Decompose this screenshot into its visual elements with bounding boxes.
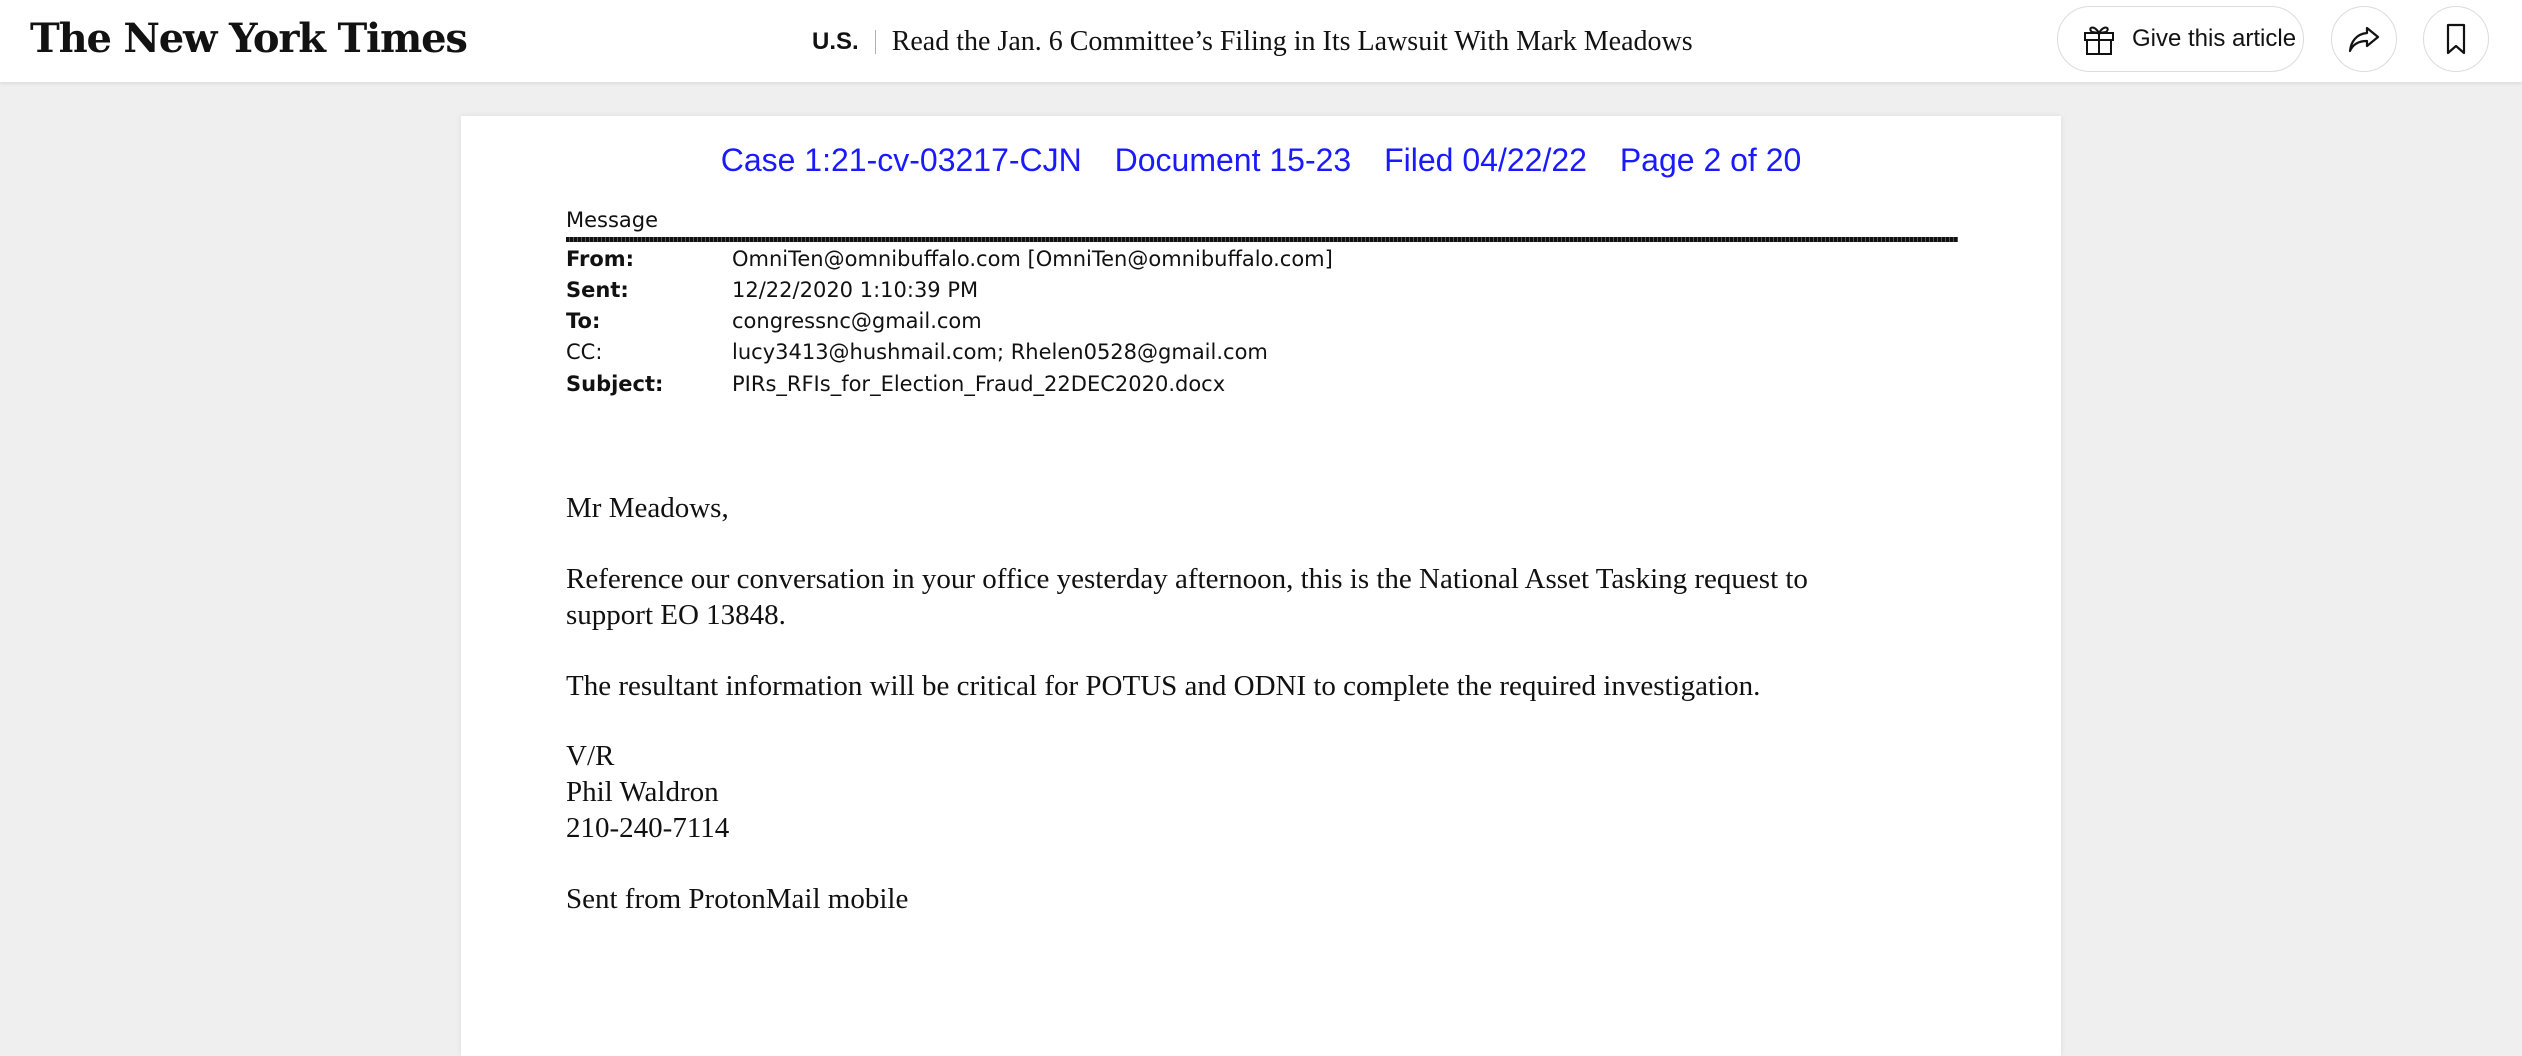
email-field-sent <box>566 278 1958 308</box>
filed-date: Filed 04/22/22 <box>1384 142 1587 178</box>
field-key: Sent: <box>566 278 629 302</box>
top-bar <box>0 0 2522 83</box>
document-number: Document 15-23 <box>1114 142 1352 178</box>
email-signoff: V/R <box>566 740 615 772</box>
sender-name: Phil Waldron <box>566 776 719 808</box>
email-paragraph-2: The resultant information will be critical for POTUS and ODNI to complete the required investigation. <box>566 670 1761 702</box>
message-label: Message <box>566 208 659 232</box>
email-field-to <box>566 309 1958 339</box>
share-button[interactable] <box>2331 6 2397 72</box>
gift-icon <box>2080 20 2118 58</box>
field-value: congressnc@gmail.com <box>732 309 982 333</box>
share-icon <box>2346 21 2382 57</box>
field-key: To: <box>566 309 601 333</box>
case-header <box>461 142 2061 179</box>
email-paragraph-1-line-2: support EO 13848. <box>566 599 786 631</box>
headline-group <box>812 24 1693 60</box>
sender-phone: 210-240-7114 <box>566 812 730 844</box>
email-field-from <box>566 247 1958 277</box>
email-greeting: Mr Meadows, <box>566 492 729 524</box>
give-article-button[interactable] <box>2057 6 2304 72</box>
section-divider <box>875 30 876 54</box>
email-footer: Sent from ProtonMail mobile <box>566 883 909 915</box>
section-link[interactable]: U.S. <box>812 28 859 55</box>
bookmark-button[interactable] <box>2423 6 2489 72</box>
field-key: Subject: <box>566 372 664 396</box>
field-value: lucy3413@hushmail.com; Rhelen0528@gmail.com <box>732 340 1268 364</box>
article-headline: Read the Jan. 6 Committee’s Filing in Its Lawsuit With Mark Meadows <box>891 26 1693 57</box>
email-paragraph-1-line-1: Reference our conversation in your office yesterday afternoon, this is the National Asset Tasking request to <box>566 563 1808 595</box>
field-value: PIRs_RFIs_for_Election_Fraud_22DEC2020.docx <box>732 372 1226 396</box>
email-field-subject <box>566 372 1958 402</box>
document-page <box>461 116 2061 1056</box>
give-article-label: Give this article <box>2132 25 2297 52</box>
email-field-cc <box>566 340 1958 370</box>
message-divider <box>566 237 1958 242</box>
field-value: OmniTen@omnibuffalo.com [OmniTen@omnibuffalo.com] <box>732 247 1333 271</box>
field-value: 12/22/2020 1:10:39 PM <box>732 278 979 302</box>
field-key: From: <box>566 247 635 271</box>
page-number: Page 2 of 20 <box>1619 142 1802 178</box>
bookmark-icon <box>2438 21 2474 57</box>
case-number: Case 1:21-cv-03217-CJN <box>720 142 1082 178</box>
field-key: CC: <box>566 340 603 364</box>
nyt-logo[interactable]: The New York Times <box>30 15 467 62</box>
